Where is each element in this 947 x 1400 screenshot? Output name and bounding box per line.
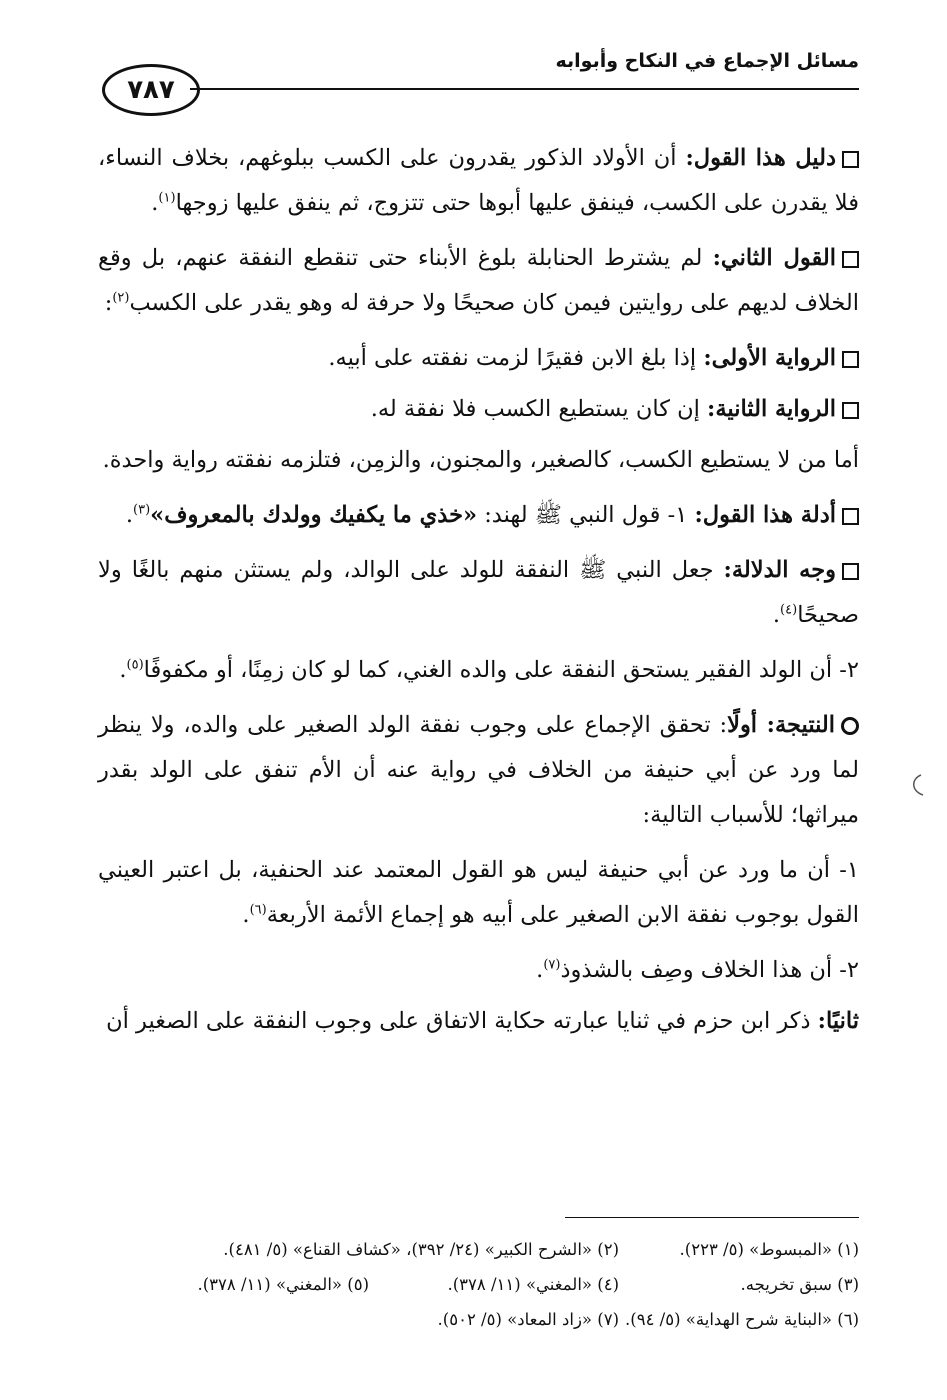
paragraph-lead: الرواية الأولى: [703,345,836,371]
running-title: مسائل الإجماع في النكاح وأبوابه [555,50,859,72]
paragraph-text: ٢- أن هذا الخلاف وصِف بالشذوذ [560,957,859,983]
footnote-ref[interactable]: (٤) [780,602,798,618]
footnote-ref[interactable]: (٢) [112,290,130,306]
footnote-ref[interactable]: (٧) [543,957,561,973]
square-bullet-icon [842,563,859,580]
paragraph-text: ٢- أن الولد الفقير يستحق النفقة على والده الغني، كما لو كان زمِنًا، أو مكفوفًا [143,657,859,683]
paragraph-text: ذكر ابن حزم في ثنايا عبارته حكاية الاتفاق على وجوب النفقة على الصغير أن [106,1008,818,1034]
punctuation: . [242,902,250,928]
paragraph-lead: الرواية الثانية: [707,396,836,422]
paragraph-text: ١- قول النبي ﷺ لهند: [477,502,695,528]
footnote-6: (٦) «البناية شرح الهداية» (٥/ ٩٤). [625,1310,859,1329]
footnote-row [130,1267,859,1302]
footnotes [130,1232,859,1337]
square-bullet-icon [842,508,859,525]
paragraph-lead: دليل هذا القول: [685,145,836,171]
footnote-ref[interactable]: (٥) [126,657,144,673]
footnote-1: (١) «المبسوط» (٥/ ٢٢٣). [679,1240,859,1259]
footnote-ref[interactable]: (٦) [249,902,267,918]
punctuation: . [536,957,544,983]
punctuation: : [104,290,113,316]
square-bullet-icon [842,151,859,168]
paragraph-second-point [98,999,859,1044]
paragraph-lead: ثانيًا: [817,1008,859,1034]
paragraph-first-narration [98,336,859,381]
square-bullet-icon [842,402,859,419]
paragraph-lead: القول الثاني: [712,245,836,271]
footnote-3: (٣) سبق تخريجه. [740,1275,859,1294]
footnote-2: (٢) «الشرح الكبير» (٢٤/ ٣٩٢)، «كشاف القناع» (٥/ ٤٨١). [223,1240,619,1259]
paragraph-reason-one [98,848,859,938]
paragraph-second-opinion [98,236,859,326]
header-rule [190,88,859,90]
punctuation: . [119,657,127,683]
paragraph-text: : تحقق الإجماع على وجوب نفقة الولد الصغير على والده، ولا ينظر لما ورد عن أبي حنيفة من الخلاف في رواية عنه أن الأم تنفق على الولد بقدر ميراثها؛ للأسباب التالية: [98,712,859,828]
paragraph-result [98,703,859,838]
paragraph-poor-child [98,648,859,693]
footnote-4: (٤) «المغني» (١١/ ٣٧٨). [447,1275,619,1294]
punctuation: . [151,190,159,216]
paragraph-text: إن كان يستطيع الكسب فلا نفقة له. [370,396,708,422]
paragraph-lead: أدلة هذا القول: [694,502,836,528]
margin-scan-mark [905,773,927,799]
hadith-quote: «خذي ما يكفيك وولدك بالمعروف» [150,502,478,528]
punctuation: . [125,502,134,528]
paragraph-second-narration [98,387,859,432]
footnote-row [130,1232,859,1267]
paragraph-text: لم يشترط الحنابلة بلوغ الأبناء حتى تنقطع النفقة عنهم، بل وقع الخلاف لديهم على روايتين فيمن كان صحيحًا ولا حرفة له وهو يقدر على الكسب [98,245,859,316]
footnote-separator [565,1217,859,1218]
footnote-ref[interactable]: (٣) [133,502,151,518]
footnote-5: (٥) «المغني» (١١/ ٣٧٨). [197,1275,369,1294]
paragraph-indication [98,548,859,638]
paragraph-reason-two [98,948,859,993]
page-number-frame [102,64,200,116]
square-bullet-icon [842,251,859,268]
footnote-row [130,1302,859,1337]
footnote-ref[interactable]: (١) [158,190,176,206]
footnote-7: (٧) «زاد المعاد» (٥/ ٥٠٢). [437,1310,619,1329]
paragraph-text: أما من لا يستطيع الكسب، كالصغير، والمجنون، والزمِن، فتلزمه نفقته رواية واحدة. [102,447,859,473]
circle-bullet-icon [841,717,859,735]
paragraph-evidence [98,136,859,226]
body-text [98,136,859,1054]
paragraph-lead: وجه الدلالة: [723,557,837,583]
square-bullet-icon [842,351,859,368]
page-number: ٧٨٧ [127,75,175,105]
paragraph-text: ١- أن ما ورد عن أبي حنيفة ليس هو القول المعتمد عند الحنفية، بل اعتبر العيني القول بوجوب نفقة الابن الصغير على أبيه هو إجماع الأئمة الأربعة [98,857,859,928]
paragraph-proofs [98,493,859,538]
paragraph-unable-to-earn [98,438,859,483]
paragraph-lead: النتيجة: أولًا [727,712,836,738]
paragraph-text: إذا بلغ الابن فقيرًا لزمت نفقته على أبيه. [328,345,704,371]
paragraph-text: أن الأولاد الذكور يقدرون على الكسب ببلوغهم، بخلاف النساء، فلا يقدرن على الكسب، فينفق عليها أبوها حتى تتزوج، ثم ينفق عليها زوجها [98,145,859,216]
paragraph-text: جعل النبي ﷺ النفقة للولد على الوالد، ولم يستثن منهم بالغًا ولا صحيحًا [98,557,859,628]
punctuation: . [772,602,781,628]
